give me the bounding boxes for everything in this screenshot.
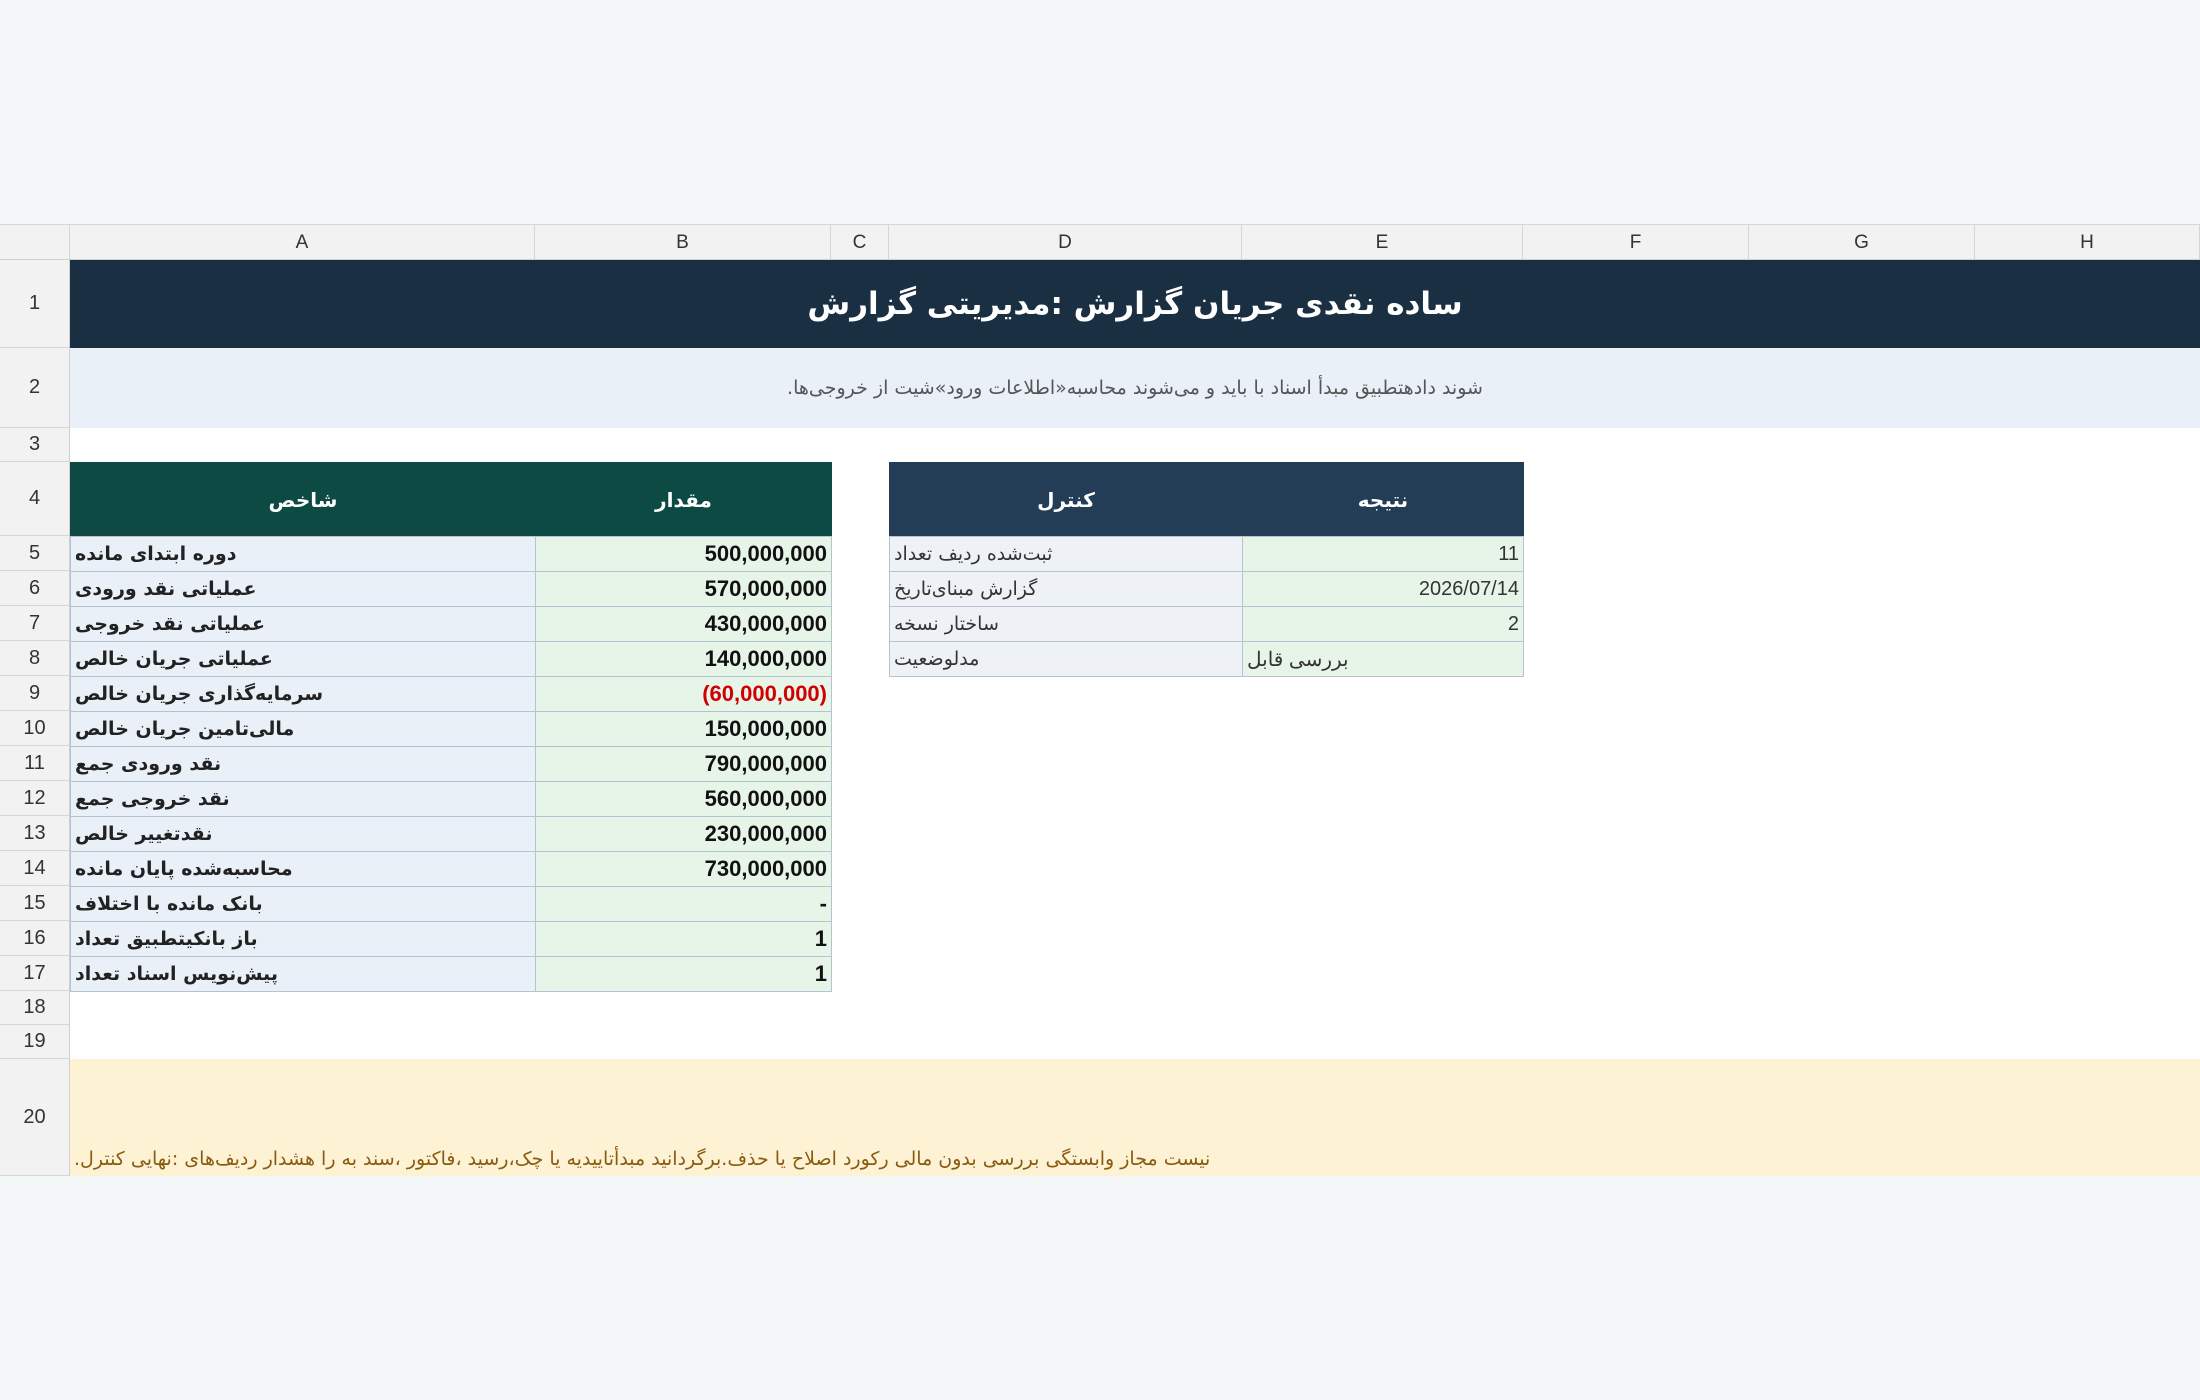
controls-header-label[interactable]: کنترل xyxy=(889,462,1243,537)
metric-label[interactable]: نقدتغییر خالص xyxy=(70,816,536,852)
control-label[interactable]: ساختار نسخه xyxy=(889,606,1243,642)
select-all-corner[interactable] xyxy=(0,224,70,260)
column-header-f[interactable]: F xyxy=(1523,224,1749,260)
report-title[interactable]: ساده نقدی جریان گزارش :مدیریتی گزارش xyxy=(70,260,2200,348)
column-header-h[interactable]: H xyxy=(1975,224,2200,260)
control-value[interactable]: 11 xyxy=(1242,536,1524,572)
control-value[interactable]: 2 xyxy=(1242,606,1524,642)
metric-value[interactable]: 560,000,000 xyxy=(535,781,832,817)
metric-value[interactable]: 140,000,000 xyxy=(535,641,832,677)
metric-value[interactable]: 150,000,000 xyxy=(535,711,832,747)
metric-label[interactable]: بانک مانده با اختلاف xyxy=(70,886,536,922)
control-label[interactable]: مدلوضعیت xyxy=(889,641,1243,677)
column-header-c[interactable]: C xyxy=(831,224,889,260)
final-control-warning[interactable]: .نیست مجاز وابستگی بررسی بدون مالی رکورد اصلاح یا حذف.برگردانید مبدأتاییدیه یا چک،رسید ،فاکتور ،سند به را هشدار ردیف‌های :نهایی کنترل xyxy=(70,1059,2200,1176)
report-note[interactable]: .شوند دادهتطبیق مبدأ اسناد با باید و می‌شوند محاسبه«اطلاعات ورود»شیت از خروجی‌ها xyxy=(70,348,2200,428)
metric-value[interactable]: - xyxy=(535,886,832,922)
row-header-6[interactable]: 6 xyxy=(0,571,70,606)
column-header-d[interactable]: D xyxy=(889,224,1242,260)
metric-label[interactable]: سرمایه‌گذاری جریان خالص xyxy=(70,676,536,712)
control-label[interactable]: ثبت‌شده ردیف تعداد xyxy=(889,536,1243,572)
metric-value[interactable]: 430,000,000 xyxy=(535,606,832,642)
column-header-e[interactable]: E xyxy=(1242,224,1523,260)
metric-label[interactable]: مالی‌تامین جریان خالص xyxy=(70,711,536,747)
column-header-g[interactable]: G xyxy=(1749,224,1975,260)
metric-value[interactable]: (60,000,000) xyxy=(535,676,832,712)
row-header-2[interactable]: 2 xyxy=(0,348,70,428)
column-header-b[interactable]: B xyxy=(535,224,831,260)
row-header-18[interactable]: 18 xyxy=(0,991,70,1025)
row-header-4[interactable]: 4 xyxy=(0,462,70,536)
row-header-17[interactable]: 17 xyxy=(0,956,70,991)
metric-value[interactable]: 230,000,000 xyxy=(535,816,832,852)
metric-value[interactable]: 790,000,000 xyxy=(535,746,832,782)
row-header-7[interactable]: 7 xyxy=(0,606,70,641)
metric-label[interactable]: عملیاتی نقد ورودی xyxy=(70,571,536,607)
metric-label[interactable]: پیش‌نویس اسناد تعداد xyxy=(70,956,536,992)
row-header-12[interactable]: 12 xyxy=(0,781,70,816)
control-value[interactable]: بررسی قابل xyxy=(1242,641,1524,677)
row-header-15[interactable]: 15 xyxy=(0,886,70,921)
metric-value[interactable]: 730,000,000 xyxy=(535,851,832,887)
row-header-1[interactable]: 1 xyxy=(0,260,70,348)
column-header-a[interactable]: A xyxy=(70,224,535,260)
metric-label[interactable]: نقد خروجی جمع xyxy=(70,781,536,817)
metric-value[interactable]: 570,000,000 xyxy=(535,571,832,607)
row-header-13[interactable]: 13 xyxy=(0,816,70,851)
metric-value[interactable]: 1 xyxy=(535,921,832,957)
metrics-header-value[interactable]: مقدار xyxy=(535,462,832,537)
control-value[interactable]: 2026/07/14 xyxy=(1242,571,1524,607)
metric-label[interactable]: دوره ابتدای مانده xyxy=(70,536,536,572)
metric-label[interactable]: عملیاتی نقد خروجی xyxy=(70,606,536,642)
row-header-10[interactable]: 10 xyxy=(0,711,70,746)
metric-label[interactable]: باز بانکیتطبیق تعداد xyxy=(70,921,536,957)
row-header-14[interactable]: 14 xyxy=(0,851,70,886)
metric-label[interactable]: نقد ورودی جمع xyxy=(70,746,536,782)
row-header-11[interactable]: 11 xyxy=(0,746,70,781)
control-label[interactable]: گزارش مبنای‌تاریخ xyxy=(889,571,1243,607)
metric-value[interactable]: 500,000,000 xyxy=(535,536,832,572)
metric-label[interactable]: عملیاتی جریان خالص xyxy=(70,641,536,677)
row-header-20[interactable]: 20 xyxy=(0,1059,70,1176)
controls-header-value[interactable]: نتیجه xyxy=(1242,462,1524,537)
row-header-8[interactable]: 8 xyxy=(0,641,70,676)
row-header-16[interactable]: 16 xyxy=(0,921,70,956)
row-header-3[interactable]: 3 xyxy=(0,428,70,462)
metric-label[interactable]: محاسبه‌شده پایان مانده xyxy=(70,851,536,887)
spreadsheet xyxy=(0,224,2200,1176)
row-header-19[interactable]: 19 xyxy=(0,1025,70,1059)
row-header-5[interactable]: 5 xyxy=(0,536,70,571)
row-header-9[interactable]: 9 xyxy=(0,676,70,711)
metrics-header-label[interactable]: شاخص xyxy=(70,462,536,537)
metric-value[interactable]: 1 xyxy=(535,956,832,992)
